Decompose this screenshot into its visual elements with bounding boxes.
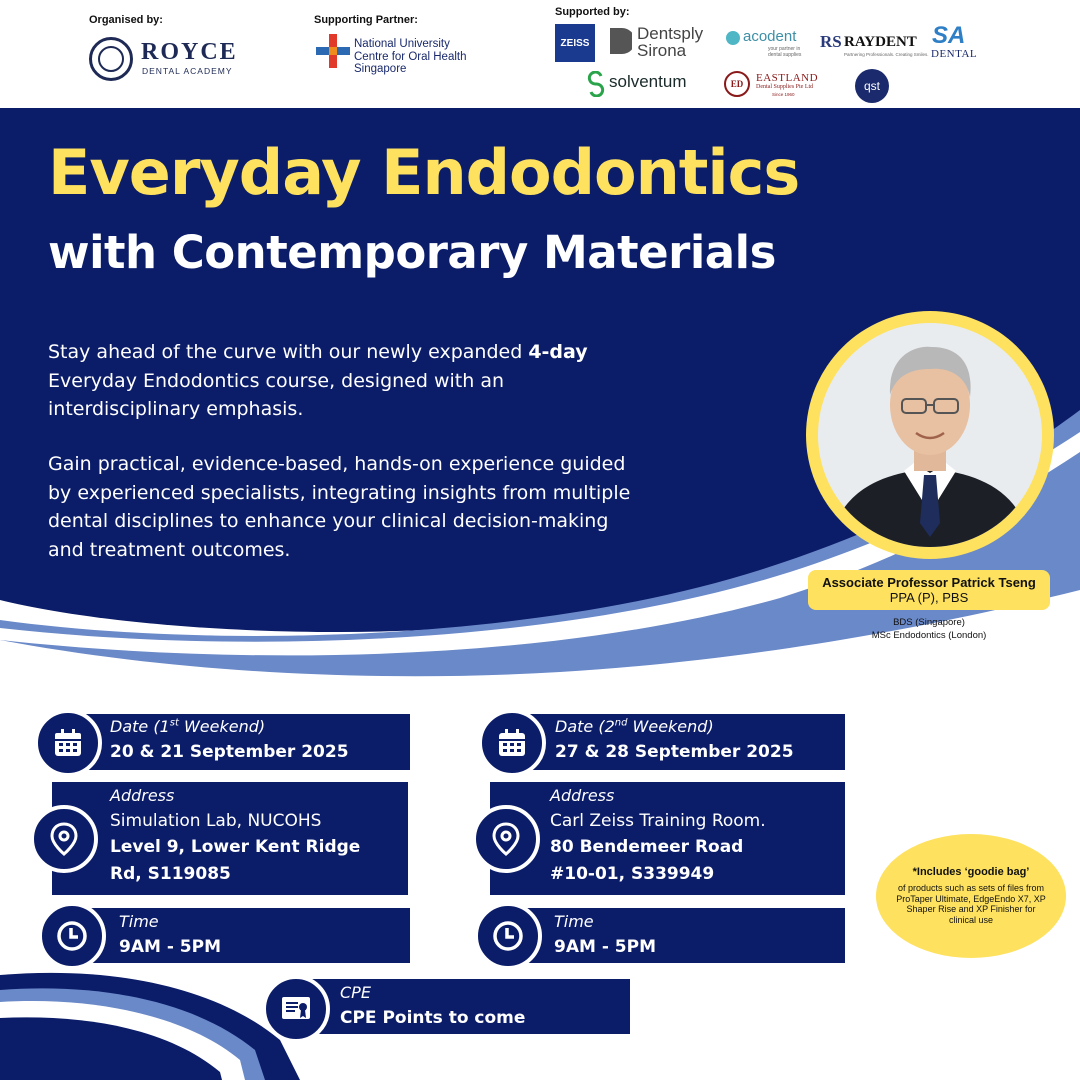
acodent-name: acodent xyxy=(743,28,797,45)
weekend1-date-label xyxy=(110,717,265,736)
weekend1-address-line3: Rd, S119085 xyxy=(110,864,231,884)
weekend2-time-box xyxy=(500,908,845,963)
location-pin-icon xyxy=(50,822,78,856)
dentsply-line2: Sirona xyxy=(637,41,687,60)
title-line2: with Contemporary Materials xyxy=(48,226,776,279)
speaker-name: Associate Professor Patrick Tseng xyxy=(822,575,1036,590)
goodie-body: of products such as sets of files from ProTaper Ultimate, EdgeEndo X7, XP Shaper Rise and XP Finisher for clinical use xyxy=(896,883,1046,925)
dentsply-logo-icon xyxy=(608,26,632,56)
calendar-icon xyxy=(53,728,83,758)
solventum-name: solventum xyxy=(609,72,687,91)
intro-paragraph-2: Gain practical, evidence-based, hands-on experience guided by experienced specialists, integrating insights from multiple dental disciplines to enhance your clinical decision-making and treatment outcomes. xyxy=(48,453,631,561)
partner-name xyxy=(354,38,467,76)
clock-icon xyxy=(56,920,88,952)
acodent-logo-icon xyxy=(726,31,740,45)
weekend2-date-label-a: Date (2 xyxy=(555,717,615,736)
intro-paragraph-1 xyxy=(48,338,648,424)
supporting-partner-label: Supporting Partner: xyxy=(314,14,418,26)
weekend2-date-value: 27 & 28 September 2025 xyxy=(555,742,794,762)
nuh-cross-icon xyxy=(316,34,350,68)
speaker-photo xyxy=(818,323,1042,547)
weekend2-time-label: Time xyxy=(554,912,594,931)
supported-by-label: Supported by: xyxy=(555,6,630,18)
weekend2-location-badge xyxy=(472,805,540,873)
weekend1-location-badge xyxy=(30,805,98,873)
cpe-badge xyxy=(262,975,330,1043)
weekend2-address-line3: #10-01, S339949 xyxy=(550,864,715,884)
organiser-subtitle: DENTAL ACADEMY xyxy=(142,66,233,76)
goodie-title: *Includes ‘goodie bag’ xyxy=(912,866,1030,878)
weekend2-date-label-b: Weekend) xyxy=(627,717,714,736)
partner-line3: Singapore xyxy=(354,63,407,75)
eastland-name: EASTLAND xyxy=(756,72,819,84)
sa-dental-text: DENTAL xyxy=(931,48,978,60)
solventum-logo-icon xyxy=(586,71,606,97)
speaker-cred-2: MSc Endodontics (London) xyxy=(871,630,987,641)
clock-icon xyxy=(492,920,524,952)
partner-line1: National University xyxy=(354,38,450,50)
weekend1-time-value: 9AM - 5PM xyxy=(119,937,221,957)
dentsply-line1: Dentsply xyxy=(637,24,704,43)
weekend1-date-value: 20 & 21 September 2025 xyxy=(110,742,349,762)
dentsply-name xyxy=(637,25,703,59)
weekend2-address-line2: 80 Bendemeer Road xyxy=(550,837,744,857)
weekend1-time-box xyxy=(62,908,410,963)
certificate-icon xyxy=(280,994,312,1024)
sa-logo: SA xyxy=(932,22,966,49)
weekend2-address-line1: Carl Zeiss Training Room. xyxy=(550,811,766,831)
acodent-tagline: your partner in dental supplies xyxy=(768,46,802,58)
raydent-rs-icon: RS xyxy=(820,32,842,51)
title-line1: Everyday Endodontics xyxy=(48,136,800,209)
weekend2-time-value: 9AM - 5PM xyxy=(554,937,656,957)
zeiss-logo xyxy=(555,24,595,62)
weekend1-time-label: Time xyxy=(119,912,159,931)
weekend2-clock-badge xyxy=(474,902,542,970)
weekend1-calendar-badge xyxy=(34,709,102,777)
weekend2-calendar-badge xyxy=(478,709,546,777)
weekend1-address-line2: Level 9, Lower Kent Ridge xyxy=(110,837,361,857)
intro-text-b: Everyday Endodontics course, designed with an interdisciplinary emphasis. xyxy=(48,369,504,420)
weekend1-address-label: Address xyxy=(110,786,175,805)
speaker-nameplate xyxy=(808,570,1050,610)
raydent-name: RAYDENT xyxy=(844,34,917,50)
weekend2-address-label: Address xyxy=(550,786,615,805)
organised-by-label: Organised by: xyxy=(89,14,163,26)
calendar-icon xyxy=(497,728,527,758)
eastland-since: Since 1960 xyxy=(772,92,795,97)
cpe-value: CPE Points to come xyxy=(340,1008,526,1028)
intro-text-bold: 4-day xyxy=(528,341,588,363)
qst-logo xyxy=(855,69,889,103)
weekend1-address-line1: Simulation Lab, NUCOHS xyxy=(110,811,322,831)
goodie-bag-badge xyxy=(876,834,1066,958)
weekend1-date-label-sup: st xyxy=(169,717,179,729)
zeiss-text: ZEISS xyxy=(560,37,590,49)
partner-line2: Centre for Oral Health xyxy=(354,50,467,63)
organiser-name: ROYCE xyxy=(141,39,238,65)
royce-emblem-icon xyxy=(89,37,133,81)
eastland-sub: Dental Supplies Pte Ltd xyxy=(756,84,814,90)
cpe-label: CPE xyxy=(340,983,371,1002)
eastland-emblem-icon: ED xyxy=(724,71,750,97)
raydent-tagline: Partnering Professionals. Creating Smiles. xyxy=(844,52,929,57)
speaker-honours: PPA (P), PBS xyxy=(889,590,969,605)
speaker-cred-1: BDS (Singapore) xyxy=(893,617,965,628)
location-pin-icon xyxy=(492,822,520,856)
intro-text-a: Stay ahead of the curve with our newly expanded xyxy=(48,341,529,363)
weekend1-clock-badge xyxy=(38,902,106,970)
qst-text: qst xyxy=(863,79,880,93)
speaker-credentials xyxy=(808,616,1050,642)
weekend2-date-label-sup: nd xyxy=(614,717,628,729)
weekend2-date-label xyxy=(555,717,714,736)
weekend1-date-label-a: Date (1 xyxy=(110,717,170,736)
weekend1-date-label-b: Weekend) xyxy=(178,717,266,736)
